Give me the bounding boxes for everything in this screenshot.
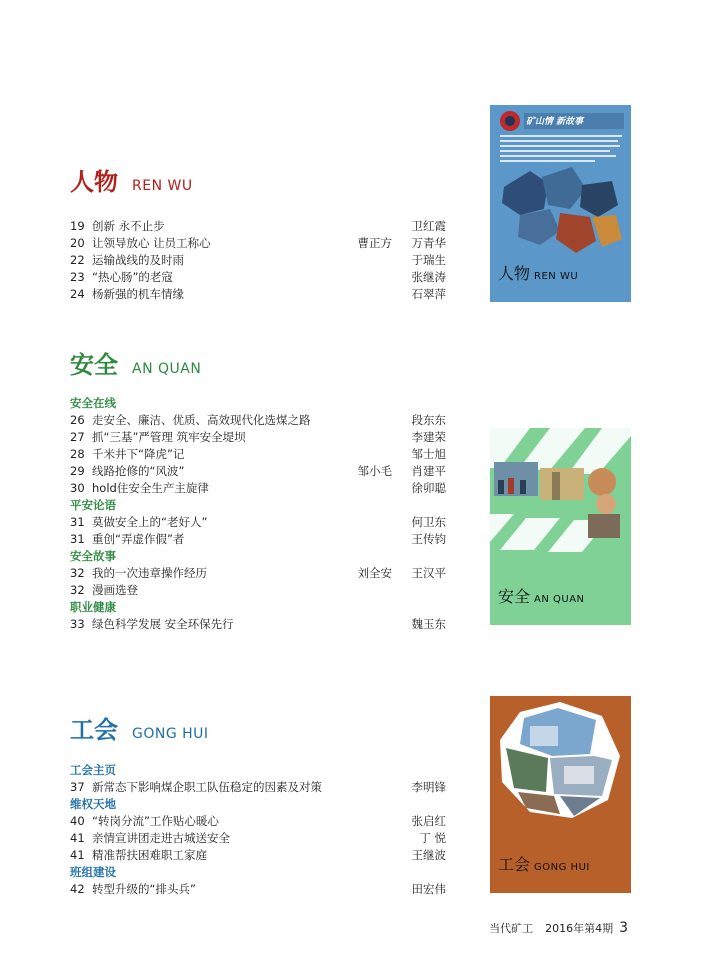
toc-entry[interactable] [70,218,446,235]
page-number: 26 [70,413,85,427]
page-number: 20 [70,236,85,250]
page-number: 32 [70,583,85,597]
article-title: 漫画选登 [92,583,138,597]
toc-entry[interactable] [70,269,446,286]
author: 田宏伟 [411,882,446,896]
article-title: hold住安全生产主旋律 [92,481,209,495]
page-number: 42 [70,882,85,896]
toc-entry[interactable] [70,252,446,269]
cover-label [498,852,590,875]
section-title-pinyin: REN WU [132,178,193,194]
article-title: 我的一次违章操作经历 [92,566,207,580]
page-number: 24 [70,287,85,301]
section-heading-gonghui [70,710,209,745]
toc-entry[interactable] [70,235,446,252]
section-cover-thumbnail-renwu[interactable] [490,105,631,302]
article-title: 抓“三基”严管理 筑牢安全堤坝 [92,430,246,444]
cover-label-pinyin: REN WU [534,271,579,282]
section-cover-thumbnail-gonghui[interactable] [490,696,631,893]
toc-entry[interactable] [70,565,446,582]
toc-list-gonghui [70,762,446,898]
article-title: 精准帮扶困难职工家庭 [92,848,207,862]
page-number: 32 [70,566,85,580]
page-footer [489,920,628,936]
toc-entry[interactable] [70,531,446,548]
author: 邹小毛 [357,464,392,478]
toc-entry[interactable] [70,616,446,633]
toc-entry[interactable] [70,582,446,599]
cover-label [498,261,578,284]
page-number-footer: 3 [619,920,628,936]
article-title: 让领导放心 让员工称心 [92,236,211,250]
author: 万青华 [411,236,446,250]
cover-label-cn: 工会 [498,855,531,874]
article-title: 千米井下“降虎”记 [92,447,185,461]
article-title: 新常态下影响煤企职工队伍稳定的因素及对策 [92,780,322,794]
toc-entry[interactable] [70,514,446,531]
page-number: 33 [70,617,85,631]
toc-entry[interactable] [70,446,446,463]
article-title: “热心肠”的老寇 [92,270,173,284]
page-number: 29 [70,464,85,478]
author: 刘全安 [357,566,392,580]
cover-label-cn: 人物 [498,264,531,283]
author: 邹士旭 [411,447,446,461]
page-number: 41 [70,831,85,845]
subsection-heading: 班组建设 [70,865,116,879]
cover-label-cn: 安全 [498,587,531,606]
cover-banner: 矿山情 新故事 [526,117,584,127]
page-number: 40 [70,814,85,828]
section-title-pinyin: AN QUAN [132,361,202,377]
subsection-heading: 工会主页 [70,763,116,777]
page-number: 41 [70,848,85,862]
author: 李明锋 [411,780,446,794]
page-number: 31 [70,515,85,529]
author: 段东东 [411,413,446,427]
section-heading-anquan [70,345,201,380]
article-title: 创新 永不止步 [92,219,165,233]
toc-list-anquan [70,395,446,633]
section-title-cn: 工会 [70,716,118,744]
article-title: 杨新强的机车情缘 [92,287,184,301]
cover-label-pinyin: GONG HUI [534,862,590,873]
article-title: “转岗分流”工作贴心暖心 [92,814,219,828]
page-number: 28 [70,447,85,461]
toc-entry[interactable] [70,813,446,830]
author: 曹正方 [357,236,392,250]
article-title: 运输战线的及时雨 [92,253,184,267]
page-number: 22 [70,253,85,267]
author: 王传钧 [411,532,446,546]
section-title-cn: 安全 [70,351,118,379]
article-title: 亲情宣讲团走进古城送安全 [92,831,230,845]
subsection-heading: 维权天地 [70,797,116,811]
section-title-cn: 人物 [70,168,118,196]
toc-entry[interactable] [70,412,446,429]
subsection-heading: 安全在线 [70,396,116,410]
cover-label [498,584,585,607]
article-title: 转型升级的“排头兵” [92,882,196,896]
subsection-heading: 安全故事 [70,549,116,563]
article-title: 线路抢修的“风波” [92,464,185,478]
toc-entry[interactable] [70,463,446,480]
toc-entry[interactable] [70,830,446,847]
issue-label: 2016年第4期 [545,922,614,935]
author: 王继波 [411,848,446,862]
page-number: 27 [70,430,85,444]
section-cover-thumbnail-anquan[interactable] [490,428,631,625]
section-heading-renwu [70,162,193,197]
section-title-pinyin: GONG HUI [132,726,209,742]
toc-entry[interactable] [70,480,446,497]
page-number: 31 [70,532,85,546]
subsection-heading: 平安论语 [70,498,116,512]
toc-entry[interactable] [70,286,446,303]
article-title: 重创“弄虚作假”者 [92,532,185,546]
article-title: 绿色科学发展 安全环保先行 [92,617,234,631]
toc-entry[interactable] [70,429,446,446]
author: 徐卯聪 [411,481,446,495]
author: 卫红霞 [411,219,446,233]
author: 王汉平 [411,566,446,580]
page-number: 19 [70,219,85,233]
author: 李建荣 [411,430,446,444]
toc-list-renwu [70,218,446,303]
article-title: 走安全、廉洁、优质、高效现代化选煤之路 [92,413,311,427]
page-number: 23 [70,270,85,284]
author: 丁 悦 [419,831,446,845]
magazine-name: 当代矿工 [489,922,534,935]
author: 石翠萍 [411,287,446,301]
author: 魏玉东 [411,617,446,631]
author: 于瑞生 [411,253,446,267]
article-title: 莫做安全上的“老好人” [92,515,208,529]
page-number: 30 [70,481,85,495]
toc-entry[interactable] [70,847,446,864]
cover-label-pinyin: AN QUAN [534,594,585,605]
author: 何卫东 [411,515,446,529]
author: 肖建平 [411,464,446,478]
author: 张继涛 [411,270,446,284]
subsection-heading: 职业健康 [70,600,116,614]
page-number: 37 [70,780,85,794]
toc-entry[interactable] [70,779,446,796]
toc-entry[interactable] [70,881,446,898]
author: 张启红 [411,814,446,828]
